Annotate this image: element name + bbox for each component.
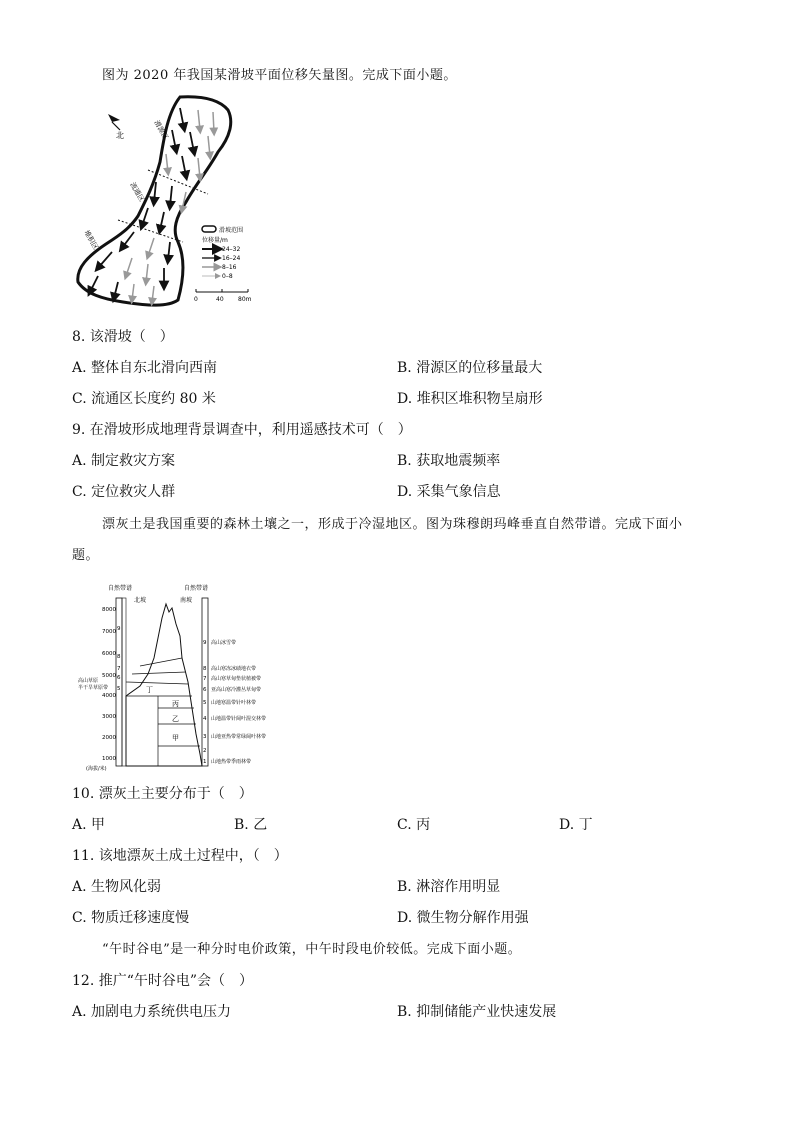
legend-item-4: 0–8 (222, 273, 233, 280)
right-num-5: 5 (203, 700, 207, 706)
q11-stem: 11. 该地漂灰土成土过程中，（ ） (72, 848, 288, 864)
right-label-3: 山地亚热带常绿阔叶林带 (211, 734, 267, 740)
left-zone-numbers (117, 626, 121, 692)
zone-source-label: 滑源区 (152, 119, 170, 142)
axis-unit: (海拔/米) (86, 766, 107, 772)
left-title: 自然带谱 (108, 585, 133, 592)
legend-disp-title: 位移量/m (202, 237, 228, 244)
q9-option-a[interactable]: A. 制定救灾方案 (72, 453, 176, 469)
left-num-7: 7 (117, 666, 121, 672)
right-num-8: 8 (203, 666, 207, 672)
q10-stem: 10. 漂灰土主要分布于（ ） (72, 786, 253, 802)
right-num-1: 1 (203, 759, 207, 765)
right-num-7: 7 (203, 676, 207, 682)
mark-yi: 乙 (172, 715, 179, 723)
tick-7000: 7000 (102, 629, 116, 635)
mark-ding: 丁 (146, 686, 153, 694)
q9-option-d[interactable]: D. 采集气象信息 (397, 484, 501, 500)
q12-option-b[interactable]: B. 抑制储能产业快速发展 (397, 1004, 557, 1020)
legend-item-2: 16–24 (222, 255, 241, 262)
q11-option-b[interactable]: B. 淋溶作用明显 (397, 879, 501, 895)
tick-3000: 3000 (102, 714, 116, 720)
right-zone-labels (211, 639, 266, 765)
tick-4000: 4000 (102, 693, 116, 699)
right-label-6: 亚高山寒冷灌丛草甸带 (211, 687, 262, 693)
right-label-8: 高山寒冻冰碛地衣带 (211, 666, 257, 672)
tick-6000: 6000 (102, 651, 116, 657)
tick-2000: 2000 (102, 735, 116, 741)
scale-0: 0 (194, 296, 198, 303)
zonation-figure (74, 578, 304, 774)
right-label-1: 山地热带季雨林带 (211, 759, 252, 765)
q8-stem: 8. 该滑坡（ ） (72, 329, 174, 345)
q11-option-d[interactable]: D. 微生物分解作用强 (397, 910, 529, 926)
north-slope-label: 北坡 (134, 597, 147, 604)
legend-range-label: 滑坡范围 (219, 227, 244, 234)
q10-option-b[interactable]: B. 乙 (234, 817, 268, 833)
mark-jia: 甲 (172, 734, 179, 742)
left-num-6: 6 (117, 675, 121, 681)
q9-option-c[interactable]: C. 定位救灾人群 (72, 484, 176, 500)
q11-option-c[interactable]: C. 物质迁移速度慢 (72, 910, 190, 926)
left-side-label-2: 半干旱草原带 (78, 685, 109, 691)
q12-stem: 12. 推广“午时谷电”会（ ） (72, 973, 254, 989)
intro-text-2-line2: 题。 (72, 548, 100, 563)
zone-flow-label: 流通区 (128, 181, 146, 204)
right-title: 自然带谱 (184, 585, 209, 592)
q10-option-d[interactable]: D. 丁 (559, 817, 593, 833)
left-num-8: 8 (117, 654, 121, 660)
right-label-7: 高山寒草甸垫状植被带 (211, 676, 262, 682)
scale-40: 40 (216, 296, 224, 303)
right-label-5: 山地寒温带针叶林带 (211, 700, 257, 706)
q8-option-c[interactable]: C. 流通区长度约 80 米 (72, 391, 216, 407)
right-num-3: 3 (203, 734, 207, 740)
scale-80m: 80m (238, 296, 252, 303)
mountain-profile (126, 604, 202, 766)
q8-option-b[interactable]: B. 滑源区的位移量最大 (397, 360, 543, 376)
zone-deposit-label: 堆积区 (82, 229, 100, 252)
landslide-figure (68, 92, 268, 317)
intro-text-1: 图为 2020 年我国某滑坡平面位移矢量图。完成下面小题。 (102, 68, 457, 83)
legend (202, 226, 243, 280)
q11-option-a[interactable]: A. 生物风化弱 (72, 879, 162, 895)
tick-5000: 5000 (102, 673, 116, 679)
north-arrow-icon (108, 114, 120, 130)
right-num-2: 2 (203, 748, 207, 754)
right-label-4: 山地温带针阔叶混交林带 (211, 716, 267, 722)
intro-text-2-line1: 漂灰土是我国重要的森林土壤之一，形成于冷湿地区。图为珠穆朗玛峰垂直自然带谱。完成下面小 (102, 517, 683, 532)
q9-option-b[interactable]: B. 获取地震频率 (397, 453, 501, 469)
left-num-9: 9 (117, 626, 121, 632)
right-num-6: 6 (203, 687, 207, 693)
tick-8000: 8000 (102, 607, 116, 613)
right-zone-numbers (203, 640, 207, 765)
q9-stem: 9. 在滑坡形成地理背景调查中，利用遥感技术可（ ） (72, 422, 412, 438)
scale-bar (194, 289, 252, 303)
north-label: 北 (116, 131, 124, 140)
south-slope-label: 南坡 (180, 597, 193, 604)
q8-option-a[interactable]: A. 整体自东北滑向西南 (72, 360, 218, 376)
right-num-9: 9 (203, 640, 207, 646)
q8-option-d[interactable]: D. 堆积区堆积物呈扇形 (397, 391, 543, 407)
right-label-9: 高山冰雪带 (211, 640, 237, 646)
mark-bing: 丙 (172, 700, 179, 708)
legend-item-1: 24–32 (222, 246, 241, 253)
left-side-label-1: 高山草原 (78, 678, 99, 684)
tick-1000: 1000 (102, 756, 116, 762)
left-num-5: 5 (117, 686, 121, 692)
right-num-4: 4 (203, 716, 207, 722)
legend-item-3: 8–16 (222, 264, 237, 271)
q12-option-a[interactable]: A. 加剧电力系统供电压力 (72, 1004, 232, 1020)
q10-option-a[interactable]: A. 甲 (72, 817, 106, 833)
displacement-arrows (90, 108, 214, 302)
q10-option-c[interactable]: C. 丙 (397, 817, 431, 833)
intro-text-3: “午时谷电”是一种分时电价政策，中午时段电价较低。完成下面小题。 (102, 942, 522, 957)
